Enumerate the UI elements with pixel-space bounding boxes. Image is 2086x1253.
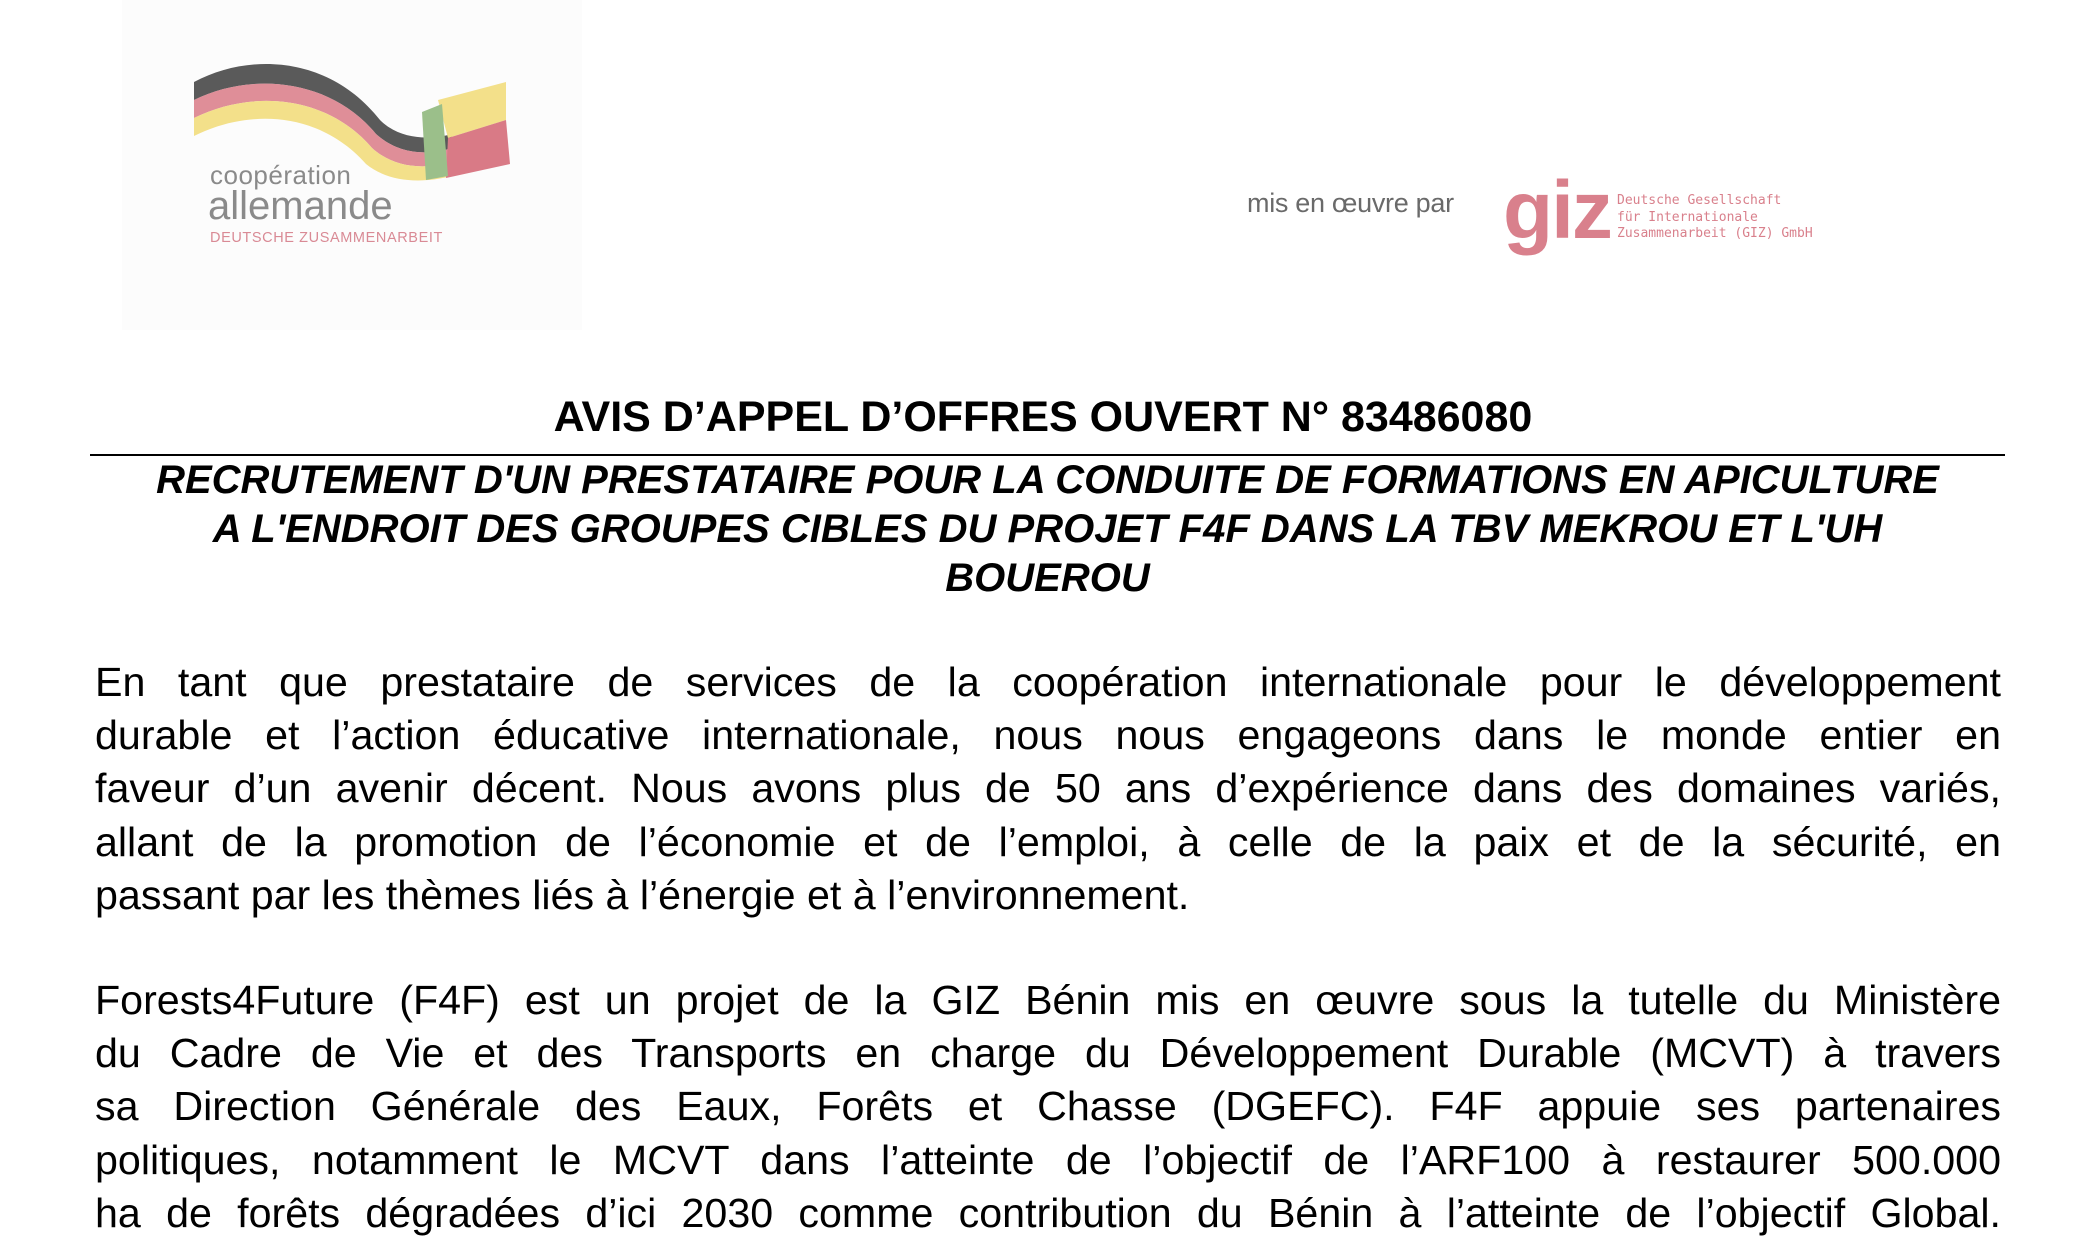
paragraph-project <box>95 974 2001 1240</box>
implemented-by-text: mis en œuvre par <box>1247 188 1454 218</box>
paragraph-line: sa Direction Générale des Eaux, Forêts et Chasse (DGEFC). F4F appuie ses partenaires <box>95 1083 2001 1130</box>
giz-line2: für Internationale <box>1617 209 1758 225</box>
title-text: AVIS D’APPEL D’OFFRES OUVERT N° 83486080 <box>553 393 1533 441</box>
paragraph-line: passant par les thèmes liés à l’énergie et à l’environnement. <box>95 871 1190 918</box>
subtitle-line: BOUEROU <box>945 556 1150 600</box>
giz-logo-mark: giz <box>1503 165 1611 256</box>
paragraph-line: allant de la promotion de l’économie et de l’emploi, à celle de la paix et de la sécurité, en <box>95 818 2001 865</box>
subtitle-line: A L'ENDROIT DES GROUPES CIBLES DU PROJET F4F DANS LA TBV MEKROU ET L'UH <box>212 507 1883 551</box>
document-subtitle <box>90 456 2005 603</box>
subtitle-line: RECRUTEMENT D'UN PRESTATAIRE POUR LA CONDUITE DE FORMATIONS EN APICULTURE <box>156 458 1939 502</box>
paragraph-line: du Cadre de Vie et des Transports en charge du Développement Durable (MCVT) à travers <box>95 1030 2001 1077</box>
logo-left-line1: coopération <box>210 160 352 190</box>
paragraph-intro <box>95 656 2001 922</box>
giz-line1: Deutsche Gesellschaft <box>1617 193 1782 208</box>
paragraph-line: En tant que prestataire de services de la coopération internationale pour le développement <box>95 659 2001 705</box>
paragraph-line: ha de forêts dégradées d’ici 2030 comme contribution du Bénin à l’atteinte de l’objectif Global. <box>95 1189 2001 1236</box>
logo-left-line2: allemande <box>208 184 393 228</box>
document-title <box>0 393 2086 442</box>
giz-line3: Zusammenarbeit (GIZ) GmbH <box>1617 226 1813 241</box>
paragraph-line: politiques, notamment le MCVT dans l’atteinte de l’objectif de l’ARF100 à restaurer 500.000 <box>95 1136 2001 1183</box>
paragraph-line: durable et l’action éducative internationale, nous nous engageons dans le monde entier en <box>95 712 2001 759</box>
paragraph-line: Forests4Future (F4F) est un projet de la GIZ Bénin mis en œuvre sous la tutelle du Ministère <box>95 977 2001 1023</box>
logo-left-line3: DEUTSCHE ZUSAMMENARBEIT <box>210 230 443 246</box>
paragraph-line: faveur d’un avenir décent. Nous avons plus de 50 ans d’expérience dans des domaines variés, <box>95 765 2001 812</box>
giz-logo-text <box>1617 193 1813 243</box>
